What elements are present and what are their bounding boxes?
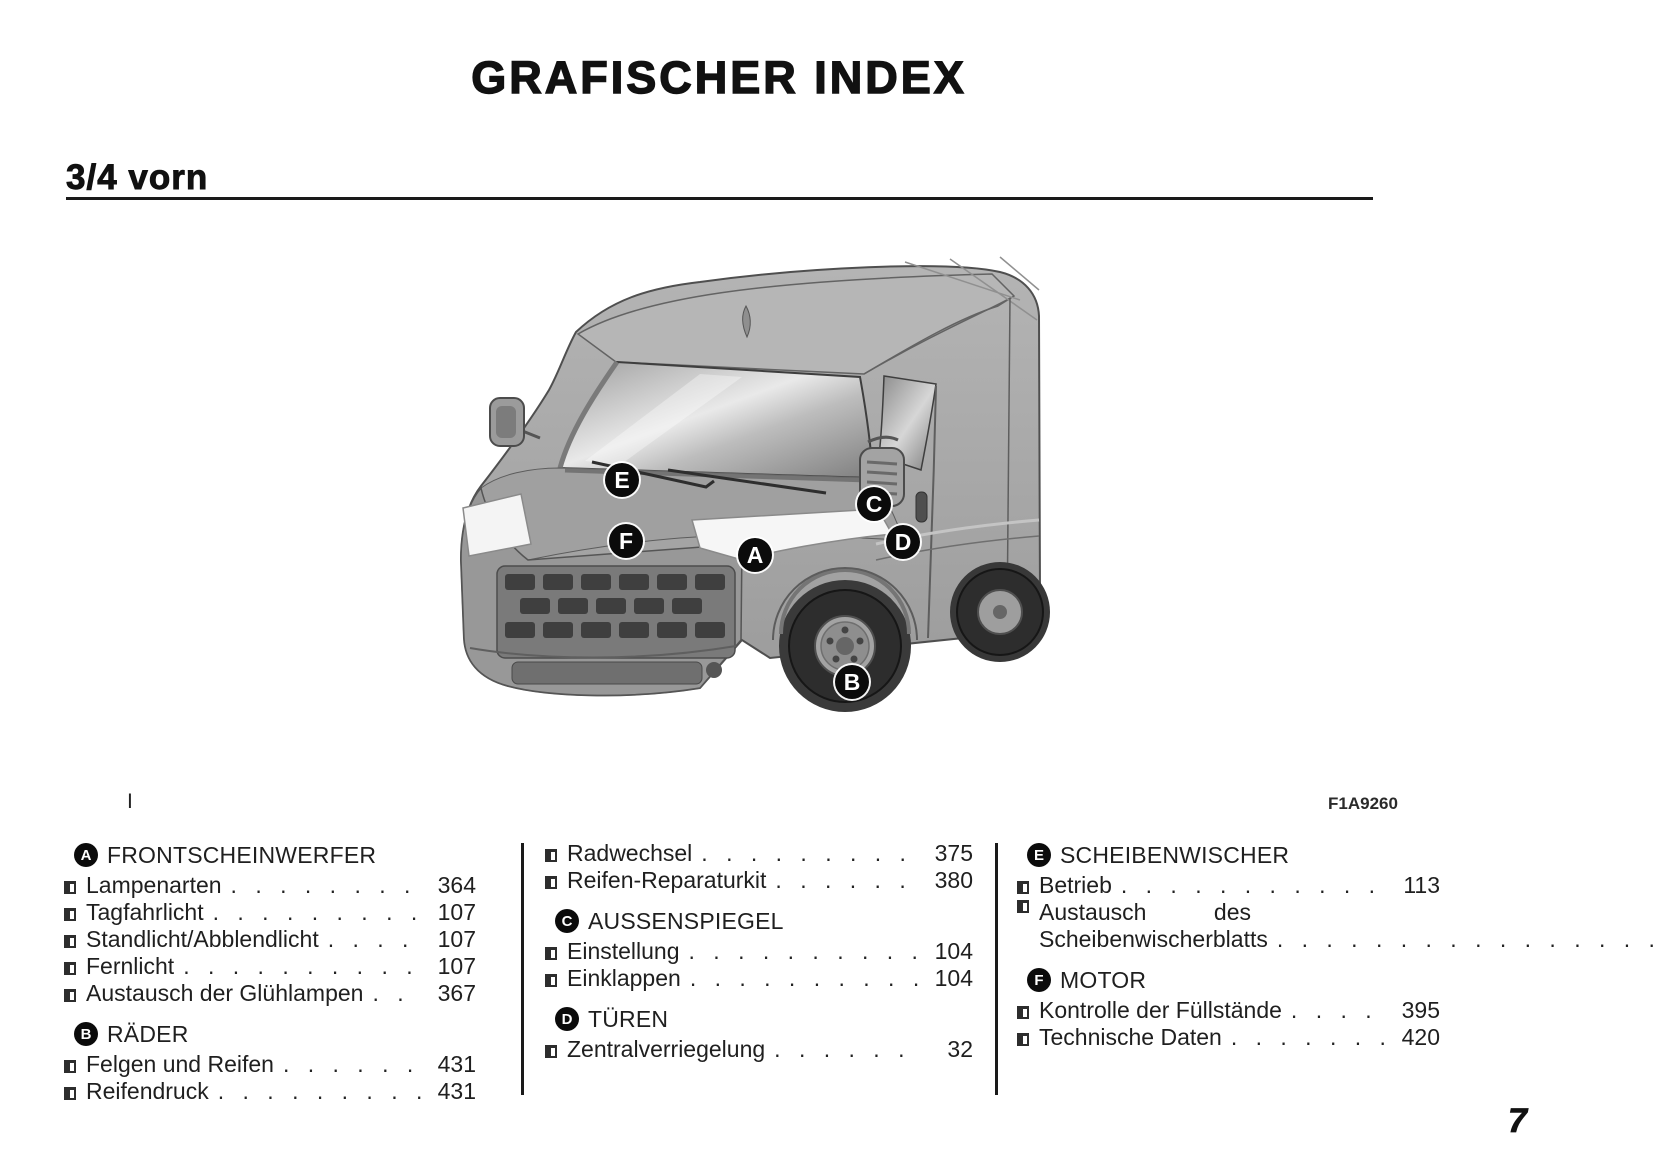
leader-dots xyxy=(213,899,424,926)
van-illustration xyxy=(440,230,1060,730)
checkbox-bullet-icon xyxy=(64,1060,76,1073)
index-entry xyxy=(64,872,476,899)
checkbox-bullet-icon xyxy=(64,881,76,894)
van-callout-b xyxy=(835,665,869,699)
checkbox-bullet-icon xyxy=(1017,900,1029,913)
section-title: MOTOR xyxy=(1060,966,1147,993)
entry-label: Felgen und Reifen xyxy=(86,1051,274,1077)
van-callout-c xyxy=(857,487,891,521)
index-entry xyxy=(64,899,476,926)
checkbox-bullet-icon xyxy=(545,947,557,960)
entry-page: 420 xyxy=(1401,1024,1440,1050)
entry-page: 375 xyxy=(934,840,973,866)
index-entry xyxy=(64,1078,476,1105)
section-letter-badge: A xyxy=(74,843,98,867)
figure-code: F1A9260 xyxy=(1328,794,1398,813)
van-callout-f xyxy=(609,524,643,558)
leader-dots xyxy=(1277,926,1653,953)
entry-page: 113 xyxy=(1403,872,1440,898)
entry-label-line1: Austausch des xyxy=(1039,899,1251,925)
entry-page: 395 xyxy=(1401,997,1440,1023)
checkbox-bullet-icon xyxy=(545,849,557,862)
entry-page: 107 xyxy=(437,953,476,979)
entry-page: 104 xyxy=(934,938,973,964)
entry-page: 32 xyxy=(947,1036,973,1062)
page-number: 7 xyxy=(1508,1102,1527,1140)
van-figure xyxy=(440,230,1060,730)
index-column-left xyxy=(64,840,476,1105)
section-header xyxy=(64,840,476,870)
leader-dots xyxy=(231,872,424,899)
section-title: FRONTSCHEINWERFER xyxy=(107,841,377,868)
section-letter-badge: D xyxy=(555,1007,579,1031)
entry-label: Einstellung xyxy=(567,938,680,964)
index-entry xyxy=(545,965,973,992)
callout-letter: D xyxy=(894,528,912,555)
index-entry xyxy=(1017,872,1440,899)
entry-page: 380 xyxy=(934,867,973,893)
leader-dots xyxy=(1291,997,1388,1024)
leader-dots xyxy=(183,953,424,980)
index-column-right xyxy=(1017,840,1440,1051)
checkbox-bullet-icon xyxy=(64,1087,76,1100)
van-callout-d xyxy=(886,525,920,559)
entry-label: Fernlicht xyxy=(86,953,175,979)
leader-dots xyxy=(701,840,921,867)
entry-label: Zentralverriegelung xyxy=(567,1036,766,1062)
callout-letter: C xyxy=(865,490,883,517)
section-letter-badge: B xyxy=(74,1022,98,1046)
leader-dots xyxy=(689,938,921,965)
page-title: GRAFISCHER INDEX xyxy=(471,52,967,103)
section-letter-badge: C xyxy=(555,909,579,933)
leader-dots xyxy=(218,1078,424,1105)
leader-dots xyxy=(1231,1024,1388,1051)
section-header xyxy=(1017,840,1440,870)
entry-page: 367 xyxy=(437,980,476,1006)
checkbox-bullet-icon xyxy=(1017,881,1029,894)
section-title: SCHEIBENWISCHER xyxy=(1060,841,1290,868)
entry-label: Radwechsel xyxy=(567,840,693,866)
entry-page: 364 xyxy=(437,872,476,898)
leader-dots xyxy=(372,980,424,1007)
entry-label: Reifendruck xyxy=(86,1078,209,1104)
checkbox-bullet-icon xyxy=(64,935,76,948)
leader-dots xyxy=(774,1036,921,1063)
index-entry xyxy=(1017,1024,1440,1051)
entry-page: 107 xyxy=(437,926,476,952)
leader-dots xyxy=(328,926,424,953)
section-header xyxy=(545,906,973,936)
index-entry xyxy=(1017,997,1440,1024)
entry-label: Einklappen xyxy=(567,965,681,991)
entry-label: Tagfahrlicht xyxy=(86,899,204,925)
column-divider xyxy=(995,843,998,1095)
index-entry xyxy=(64,1051,476,1078)
index-entry xyxy=(545,840,973,867)
entry-label: Kontrolle der Füllstände xyxy=(1039,997,1282,1023)
section-header xyxy=(545,1004,973,1034)
entry-label: Reifen-Reparaturkit xyxy=(567,867,767,893)
checkbox-bullet-icon xyxy=(1017,1033,1029,1046)
index-entry xyxy=(64,926,476,953)
entry-page: 431 xyxy=(437,1051,476,1077)
column-divider xyxy=(521,843,524,1095)
entry-page: 107 xyxy=(437,899,476,925)
leader-dots xyxy=(283,1051,424,1078)
section-rule xyxy=(66,197,1373,200)
index-column-middle xyxy=(545,840,973,1063)
callout-letter: F xyxy=(618,527,634,554)
index-entry xyxy=(64,953,476,980)
leader-dots xyxy=(1121,872,1388,899)
index-entry xyxy=(545,938,973,965)
section-title: AUSSENSPIEGEL xyxy=(588,907,784,934)
van-callout-a xyxy=(738,538,772,572)
checkbox-bullet-icon xyxy=(1017,1006,1029,1019)
callout-letter: E xyxy=(614,466,630,493)
section-letter-badge: F xyxy=(1027,968,1051,992)
entry-label: Austausch der Glühlampen xyxy=(86,980,364,1006)
entry-label: Technische Daten xyxy=(1039,1024,1222,1050)
checkbox-bullet-icon xyxy=(545,1045,557,1058)
section-title: TÜREN xyxy=(588,1005,669,1032)
checkbox-bullet-icon xyxy=(545,876,557,889)
entry-page: 104 xyxy=(934,965,973,991)
index-entry xyxy=(545,867,973,894)
index-entry xyxy=(1017,899,1440,953)
entry-label: Betrieb xyxy=(1039,872,1112,898)
entry-label-line2: Scheibenwischerblatts xyxy=(1039,926,1268,952)
entry-page: 431 xyxy=(437,1078,476,1104)
section-letter-badge: E xyxy=(1027,843,1051,867)
callout-letter: B xyxy=(843,668,861,695)
checkbox-bullet-icon xyxy=(64,989,76,1002)
leader-dots xyxy=(775,867,921,894)
cursor-mark: I xyxy=(127,790,133,813)
entry-label: Standlicht/Abblendlicht xyxy=(86,926,319,952)
section-title: RÄDER xyxy=(107,1020,189,1047)
van-callout-e xyxy=(605,463,639,497)
entry-label: Lampenarten xyxy=(86,872,222,898)
callout-letter: A xyxy=(746,541,764,568)
checkbox-bullet-icon xyxy=(64,908,76,921)
index-entry xyxy=(545,1036,973,1063)
checkbox-bullet-icon xyxy=(64,962,76,975)
section-header xyxy=(64,1019,476,1049)
checkbox-bullet-icon xyxy=(545,974,557,987)
section-header xyxy=(1017,965,1440,995)
leader-dots xyxy=(690,965,921,992)
index-entry xyxy=(64,980,476,1007)
section-heading: 3/4 vorn xyxy=(66,158,209,197)
